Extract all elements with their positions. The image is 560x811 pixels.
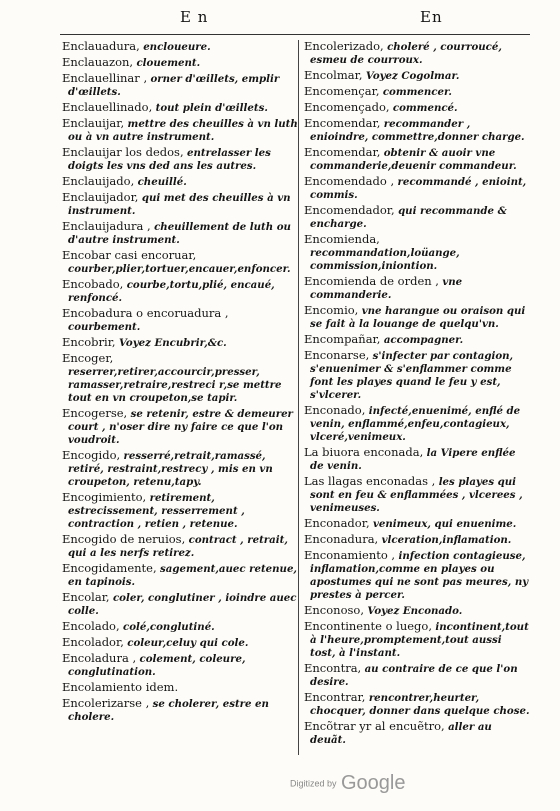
dictionary-entry: [304, 604, 530, 618]
entry-definition: resserré,retrait,ramassé, retiré, restraint,restrecy , mis en vn croupeton, retenu,tapy.: [68, 450, 273, 488]
entry-headword: Encolado,: [62, 619, 120, 633]
dictionary-entry: [62, 352, 302, 405]
entry-headword: Encoladura ,: [62, 651, 137, 665]
entry-definition: courbement.: [68, 321, 141, 333]
dictionary-entry: [62, 620, 302, 634]
entry-headword: Encolmar,: [304, 68, 363, 82]
entry-headword: Enconoso,: [304, 603, 364, 617]
entry-definition: Voyez Enconado.: [367, 605, 463, 617]
entry-headword: Encobar casi encoruar,: [62, 248, 197, 262]
entry-definition: vne commanderie.: [310, 276, 463, 301]
entry-headword: Encogido de neruios,: [62, 532, 186, 546]
entry-headword: Encontrar,: [304, 690, 366, 704]
entry-definition: obtenir & auoir vne commanderie,deuenir commandeur.: [310, 147, 517, 172]
entry-definition: les playes qui sont en feu & enflammées , vlcerees , venimeuses.: [310, 476, 523, 514]
entry-headword: Encogidamente,: [62, 561, 157, 575]
entry-headword: Encontra,: [304, 661, 362, 675]
watermark-small-text: Digitized by: [290, 778, 337, 789]
dictionary-entry: [62, 681, 302, 695]
entry-definition: recommandation,loüange, commission,iniontion.: [310, 247, 460, 272]
dictionary-entry: [62, 562, 302, 589]
entry-definition: cheuillement de luth ou d'autre instrument.: [68, 221, 291, 246]
dictionary-entry: [62, 636, 302, 650]
dictionary-entry: [304, 691, 530, 718]
entry-definition: Voyez Cogolmar.: [365, 70, 460, 82]
entry-headword: Encolerizado,: [304, 39, 384, 53]
dictionary-entry: [62, 591, 302, 618]
dictionary-entry: [62, 652, 302, 679]
entry-headword: Enclauijar los dedos,: [62, 145, 184, 159]
dictionary-entry: [304, 475, 530, 515]
dictionary-entry: [62, 220, 302, 247]
right-column: [304, 40, 530, 749]
entry-definition: la Vipere enflée de venin.: [310, 447, 516, 472]
entry-definition: commencer.: [382, 86, 452, 98]
entry-definition: qui recommande & encharge.: [310, 205, 507, 230]
entry-headword: Encõtrar yr al encuẽtro,: [304, 719, 445, 733]
entry-definition: colé,conglutiné.: [123, 621, 215, 633]
entry-definition: accompagner.: [383, 334, 464, 346]
entry-headword: Enconarse,: [304, 348, 370, 362]
entry-headword: Encolador,: [62, 635, 124, 649]
dictionary-entry: [304, 304, 530, 331]
dictionary-entry: [304, 69, 530, 83]
dictionary-entry: [304, 275, 530, 302]
dictionary-entry: [304, 40, 530, 67]
entry-headword: Encogimiento,: [62, 490, 147, 504]
dictionary-entry: [304, 446, 530, 473]
running-head-left: E n: [180, 8, 209, 26]
dictionary-entry: [62, 117, 302, 144]
dictionary-entry: [304, 662, 530, 689]
entry-headword: Encogido,: [62, 448, 121, 462]
entry-definition: courber,plier,tortuer,encauer,enfoncer.: [68, 263, 291, 275]
dictionary-entry: [62, 249, 302, 276]
entry-definition: vlceration,inflamation.: [381, 534, 512, 546]
entry-headword: Encoger,: [62, 351, 114, 365]
dictionary-entry: [62, 40, 302, 54]
dictionary-entry: [304, 349, 530, 402]
entry-definition: encloueure.: [143, 41, 211, 53]
entry-definition: recommandé , enioint, commis.: [310, 176, 527, 201]
dictionary-entry: [62, 307, 302, 334]
entry-definition: commencé.: [392, 102, 458, 114]
dictionary-entry: [62, 278, 302, 305]
entry-definition: s'infecter par contagion, s'enuenimer & s'enflammer comme font les playes quand le feu y est, s'vlcerer.: [310, 350, 514, 401]
entry-definition: rencontrer,heurter, chocquer, donner dans quelque chose.: [310, 692, 530, 717]
entry-headword: Encomienda de orden ,: [304, 274, 439, 288]
entry-headword: Enclauellinar ,: [62, 71, 148, 85]
entry-headword: Enclauijadura ,: [62, 219, 151, 233]
dictionary-entry: [304, 620, 530, 660]
entry-definition: venimeux, qui enuenime.: [372, 518, 517, 530]
dictionary-entry: [62, 191, 302, 218]
entry-headword: La biuora enconada,: [304, 445, 424, 459]
dictionary-entry: [304, 175, 530, 202]
entry-headword: Encobadura o encoruadura ,: [62, 306, 229, 320]
entry-definition: se retenir, estre & demeurer court , n'oser dire ny faire ce que l'on voudroit.: [68, 408, 293, 446]
entry-definition: coler, conglutiner , ioindre auec colle.: [68, 592, 297, 617]
dictionary-entry: [304, 117, 530, 144]
dictionary-entry: [304, 404, 530, 444]
entry-definition: clouement.: [136, 57, 201, 69]
dictionary-entry: [62, 449, 302, 489]
entry-headword: Enconado,: [304, 403, 366, 417]
header-rule: [60, 34, 530, 35]
dictionary-entry: [62, 533, 302, 560]
dictionary-entry: [304, 85, 530, 99]
running-head-right: En: [420, 8, 443, 26]
dictionary-entry: [62, 175, 302, 189]
entry-definition: tout plein d'œillets.: [155, 102, 268, 114]
dictionary-entry: [62, 697, 302, 724]
dictionary-entry: [304, 549, 530, 602]
dictionary-entry: [304, 517, 530, 531]
entry-definition: reserrer,retirer,accourcir,presser, ramasser,retraire,restreci r,se mettre tout en vn croupeton,se tapir.: [68, 366, 282, 404]
entry-definition: vne harangue ou oraison qui se fait à la louange de quelqu'vn.: [310, 305, 526, 330]
entry-definition: qui met des cheuilles à vn instrument.: [68, 192, 291, 217]
entry-headword: Encolar,: [62, 590, 110, 604]
entry-definition: au contraire de ce que l'on desire.: [310, 663, 518, 688]
entry-headword: Encolerizarse ,: [62, 696, 150, 710]
watermark-google-text: Google: [340, 772, 406, 794]
dictionary-entry: [304, 204, 530, 231]
entry-headword: Enclauijado,: [62, 174, 135, 188]
entry-definition: choleré , courroucé, esmeu de courroux.: [310, 41, 502, 66]
entry-definition: coleur,celuy qui cole.: [127, 637, 249, 649]
entry-headword: Encobado,: [62, 277, 124, 291]
entry-definition: sagement,auec retenue, en tapinois.: [68, 563, 297, 588]
dictionary-entry: [304, 146, 530, 173]
entry-headword: Encomendar,: [304, 145, 381, 159]
entry-definition: retirement, estrecissement, resserrement , contraction , retien , retenue.: [68, 492, 245, 530]
entry-headword: Enclauazon,: [62, 55, 134, 69]
entry-headword: Encogerse,: [62, 406, 128, 420]
digitized-watermark: [290, 772, 405, 795]
dictionary-entry: [62, 407, 302, 447]
dictionary-entry: [62, 72, 302, 99]
entry-definition: infecté,enuenimé, enflé de venin, enflammé,enfeu,contagieux, vlceré,venimeux.: [310, 405, 521, 443]
dictionary-entry: [62, 101, 302, 115]
entry-definition: aller au deuãt.: [310, 721, 492, 746]
dictionary-entry: [62, 56, 302, 70]
entry-definition: incontinent,tout à l'heure,promptement,tout aussi tost, à l'instant.: [310, 621, 529, 659]
entry-definition: cheuillé.: [137, 176, 187, 188]
entry-headword: Enconadura,: [304, 532, 379, 546]
entry-headword: Enconamiento ,: [304, 548, 396, 562]
dictionary-entry: [304, 533, 530, 547]
entry-headword: Enclauijador,: [62, 190, 139, 204]
dictionary-entry: [304, 233, 530, 273]
entry-definition: mettre des cheuilles à vn luth ou à vn autre instrument.: [68, 118, 298, 143]
dictionary-entry: [62, 146, 302, 173]
entry-definition: recommander , enioindre, commettre,donner charge.: [310, 118, 525, 143]
dictionary-entry: [304, 333, 530, 347]
entry-headword: Encomienda,: [304, 232, 380, 246]
dictionary-entry: [304, 101, 530, 115]
dictionary-entry: [304, 720, 530, 747]
entry-headword: Encomendar,: [304, 116, 381, 130]
entry-headword: Encomendado ,: [304, 174, 395, 188]
entry-headword: Enclauadura,: [62, 39, 140, 53]
entry-definition: courbe,tortu,plié, encaué, renfoncé.: [68, 279, 275, 304]
entry-definition: Voyez Encubrir,&c.: [118, 337, 227, 349]
entry-headword: Encontinente o luego,: [304, 619, 432, 633]
dictionary-entry: [62, 491, 302, 531]
entry-definition: orner d'œillets, emplir d'œillets.: [68, 73, 280, 98]
entry-headword: Enclauellinado,: [62, 100, 153, 114]
entry-headword: Encomençar,: [304, 84, 380, 98]
entry-headword: Encolamiento idem.: [62, 680, 179, 694]
entry-definition: contract , retrait, qui a les nerfs retirez.: [68, 534, 288, 559]
entry-definition: infection contagieuse, inflamation,comme en playes ou apostumes qui ne sont pas meures, ny prestes à percer.: [310, 550, 529, 601]
entry-definition: colement, coleure, conglutination.: [68, 653, 246, 678]
entry-definition: se cholerer, estre en cholere.: [68, 698, 269, 723]
entry-headword: Encomio,: [304, 303, 359, 317]
entry-headword: Las llagas enconadas ,: [304, 474, 436, 488]
left-column: [62, 40, 302, 726]
entry-headword: Encompañar,: [304, 332, 381, 346]
entry-headword: Encomençado,: [304, 100, 390, 114]
entry-headword: Encomendador,: [304, 203, 395, 217]
entry-headword: Enconador,: [304, 516, 370, 530]
dictionary-entry: [62, 336, 302, 350]
entry-definition: entrelasser les doigts les vns ded ans les autres.: [68, 147, 271, 172]
entry-headword: Enclauijar,: [62, 116, 125, 130]
entry-headword: Encobrir,: [62, 335, 116, 349]
